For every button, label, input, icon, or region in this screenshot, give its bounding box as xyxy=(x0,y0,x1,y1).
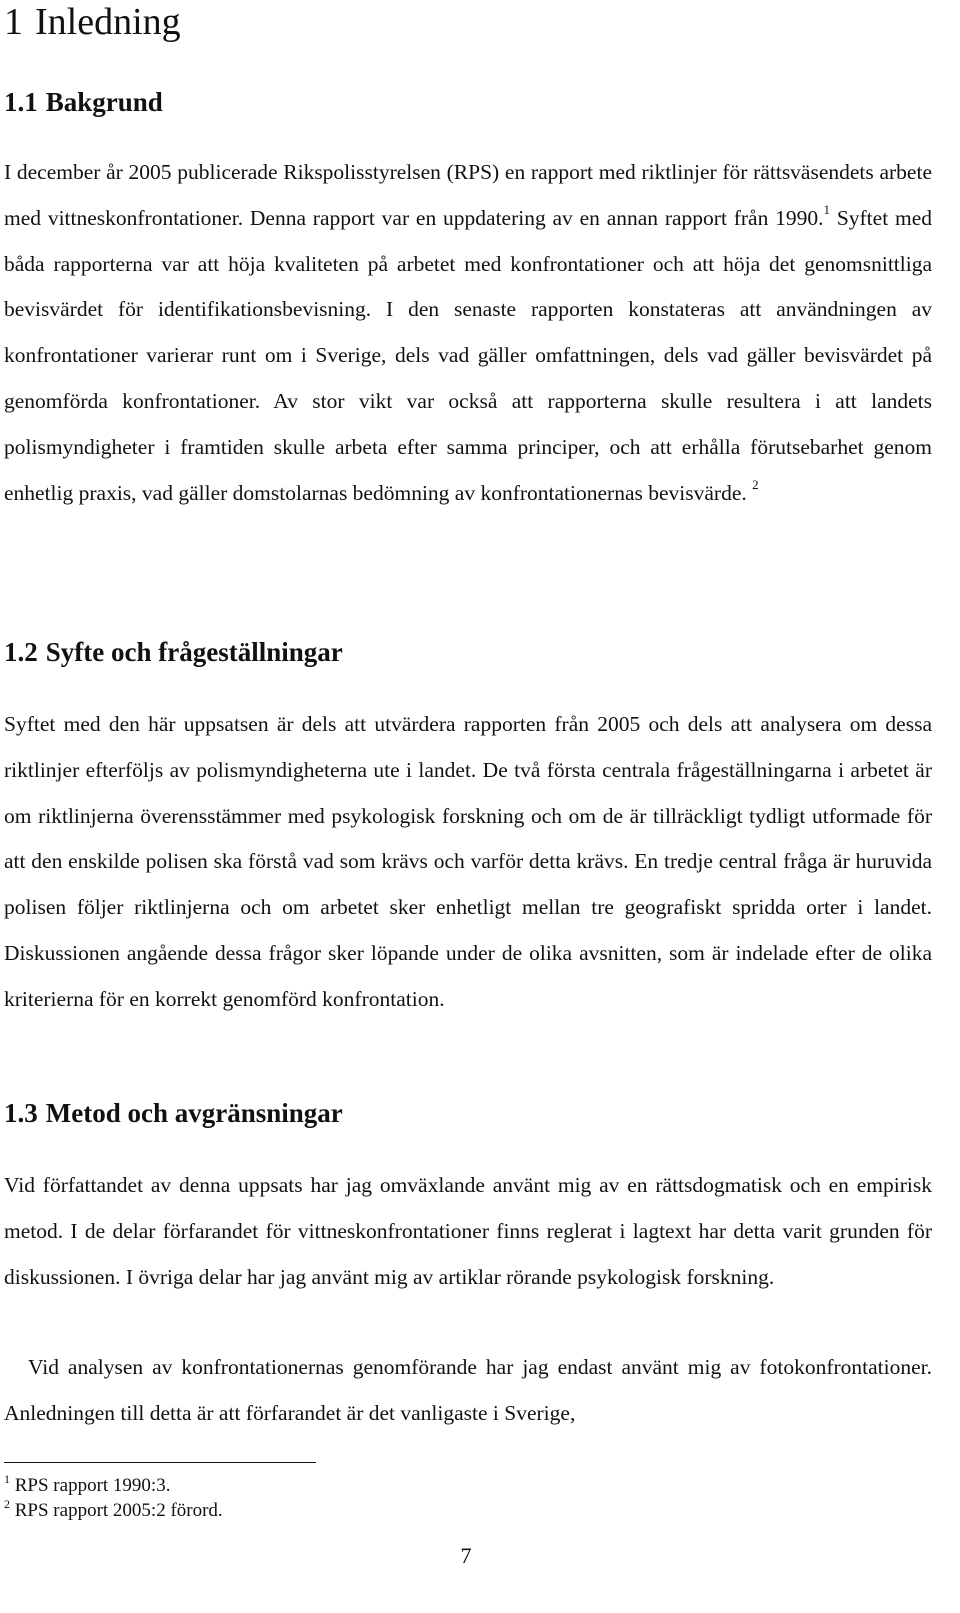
section-heading-1-2 xyxy=(4,635,343,669)
footnote-2 xyxy=(4,1499,223,1523)
paragraph-metod-2: Vid analysen av konfrontationernas genomförande har jag endast använt mig av fotokonfrontationer. Anledningen till detta är att förfarandet är det vanligaste i Sverige, xyxy=(4,1355,932,1425)
paragraph-text: Syftet med båda rapporterna var att höja kvaliteten på arbetet med konfrontationer och att höja det genomsnittliga bevisvärdet för identifikationsbevisning. I den senaste rapporten konstateras att användningen av konfrontationer varierar runt om i Sverige, dels vad gäller omfattningen, dels vad gäller bevisvärdet på genomförda konfrontationer. Av stor vikt var också att rapporterna skulle resultera i att landets polismyndigheter i framtiden skulle arbeta efter samma principer, och att erhålla förutsebarhet genom enhetlig praxis, vad gäller domstolarnas bedömning av konfrontationernas bevisvärde. xyxy=(4,205,932,505)
chapter-title: Inledning xyxy=(35,1,181,43)
footnote-mark: 1 xyxy=(4,1472,10,1486)
section-title: Metod och avgränsningar xyxy=(45,1098,343,1128)
chapter-heading xyxy=(4,0,181,44)
page-number: 7 xyxy=(460,1543,472,1568)
footnote-text: RPS rapport 1990:3. xyxy=(14,1475,171,1496)
paragraph-text: I december år 2005 publicerade Rikspolisstyrelsen (RPS) en rapport med riktlinjer för rättsväsendets arbete med vittneskonfrontationer. Denna rapport var en uppdatering av en annan rapport från 1990. xyxy=(4,160,932,230)
section-title: Syfte och frågeställningar xyxy=(45,637,343,667)
footnote-mark: 2 xyxy=(4,1497,10,1511)
footnote-ref-2[interactable]: 2 xyxy=(752,476,759,492)
paragraph-bakgrund xyxy=(4,150,932,516)
section-number: 1.2 xyxy=(4,637,38,667)
section-number: 1.1 xyxy=(4,87,38,117)
section-title: Bakgrund xyxy=(45,87,163,117)
paragraph-syfte: Syftet med den här uppsatsen är dels att utvärdera rapporten från 2005 och dels att analysera om dessa riktlinjer efterföljs av polismyndigheterna ute i landet. De två första centrala frågeställningarna i arbetet är om riktlinjerna överensstämmer med psykologisk forskning och om de är tillräckligt tydligt utformade för att den enskilde polisen ska förstå vad som krävs och varför detta krävs. En tredje central fråga är huruvida polisen följer riktlinjerna och om arbetet sker enhetligt mellan tre geografiskt spridda orter i landet. Diskussionen angående dessa frågor sker löpande under de olika avsnitten, som är indelade efter de olika kriterierna för en korrekt genomförd konfrontation. xyxy=(4,712,932,1011)
paragraph-metod-1: Vid författandet av denna uppsats har jag omväxlande använt mig av en rättsdogmatisk och en empirisk metod. I de delar förfarandet för vittneskonfrontationer finns reglerat i lagtext har detta varit grunden för diskussionen. I övriga delar har jag använt mig av artiklar rörande psykologisk forskning. xyxy=(4,1173,932,1289)
footnote-text: RPS rapport 2005:2 förord. xyxy=(14,1500,223,1521)
chapter-number: 1 xyxy=(4,1,23,43)
section-heading-1-3 xyxy=(4,1096,343,1130)
footnote-divider xyxy=(4,1462,316,1463)
section-heading-1-1 xyxy=(4,85,163,119)
footnote-1 xyxy=(4,1474,170,1498)
section-number: 1.3 xyxy=(4,1098,38,1128)
footnote-ref-1[interactable]: 1 xyxy=(823,201,831,217)
